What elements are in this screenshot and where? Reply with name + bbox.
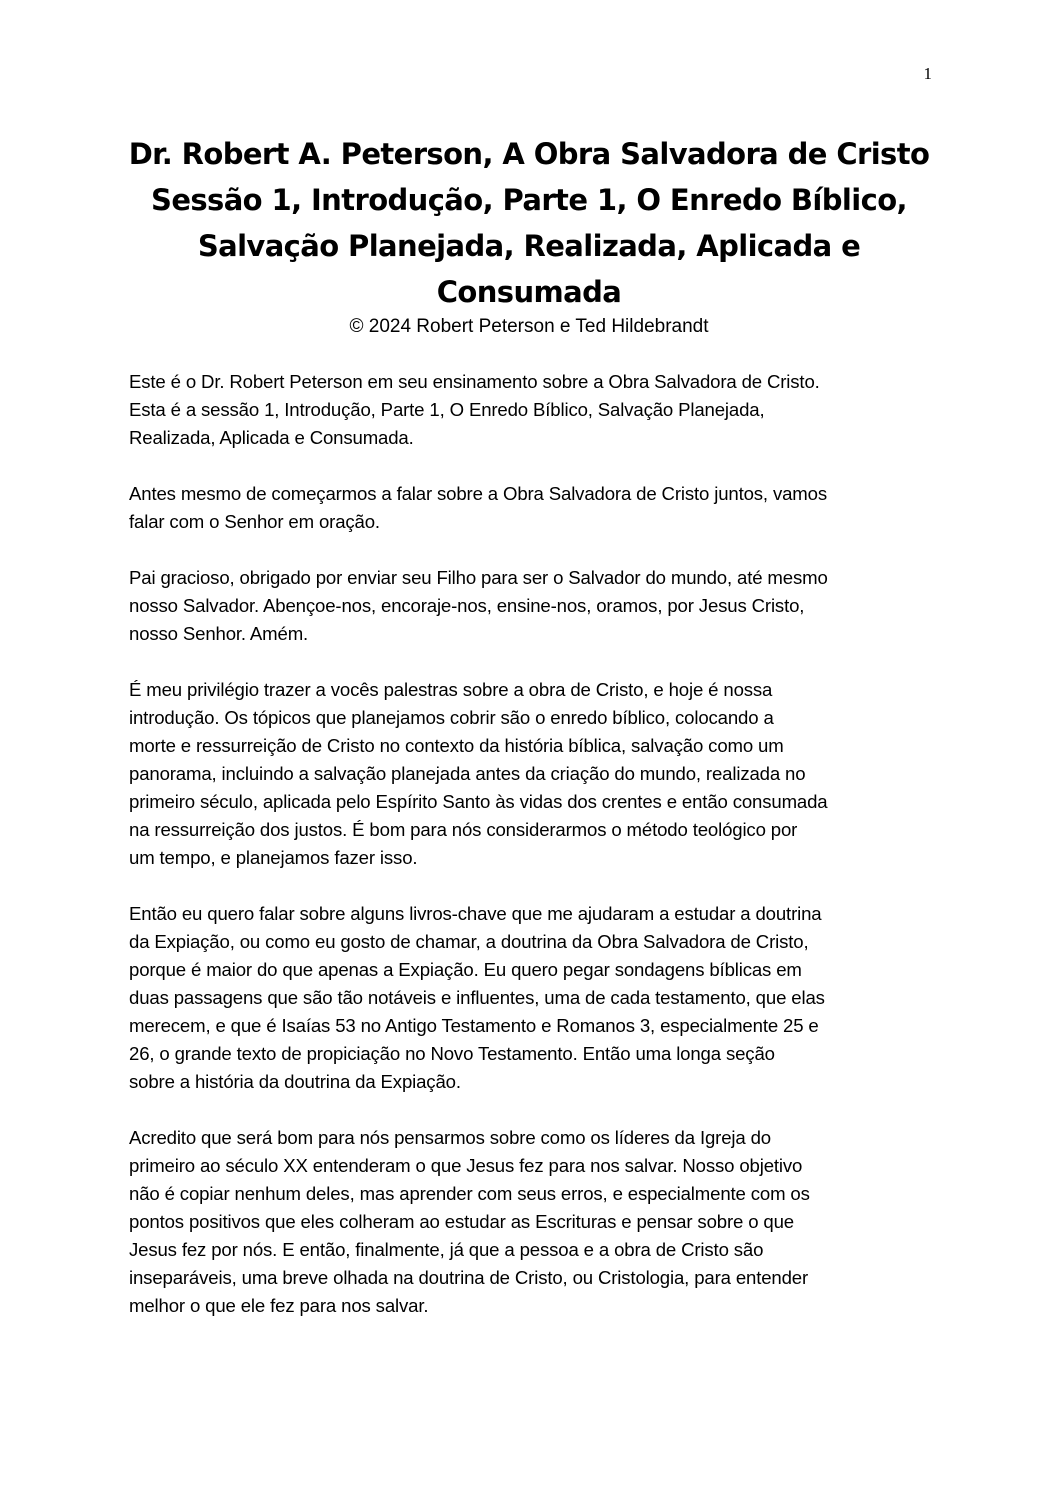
paragraph-line: Este é o Dr. Robert Peterson em seu ensinamento sobre a Obra Salvadora de Cristo. — [129, 371, 820, 392]
paragraph-line: Esta é a sessão 1, Introdução, Parte 1, O Enredo Bíblico, Salvação Planejada, — [129, 399, 765, 420]
paragraph-1 — [129, 368, 941, 452]
paragraph-line: duas passagens que são tão notáveis e influentes, uma de cada testamento, que elas — [129, 987, 825, 1008]
paragraph-line: Realizada, Aplicada e Consumada. — [129, 427, 414, 448]
paragraph-line: primeiro século, aplicada pelo Espírito Santo às vidas dos crentes e então consumada — [129, 791, 828, 812]
paragraph-line: introdução. Os tópicos que planejamos cobrir são o enredo bíblico, colocando a — [129, 707, 774, 728]
paragraph-line: nosso Salvador. Abençoe-nos, encoraje-nos, ensine-nos, oramos, por Jesus Cristo, — [129, 595, 805, 616]
paragraph-6 — [129, 1124, 941, 1320]
paragraph-line: 26, o grande texto de propiciação no Novo Testamento. Então uma longa seção — [129, 1043, 775, 1064]
paragraph-line: merecem, e que é Isaías 53 no Antigo Testamento e Romanos 3, especialmente 25 e — [129, 1015, 819, 1036]
paragraph-4 — [129, 676, 941, 872]
paragraph-line: morte e ressurreição de Cristo no contexto da história bíblica, salvação como um — [129, 735, 784, 756]
paragraph-2 — [129, 480, 941, 536]
title-line-4: Consumada — [436, 275, 622, 309]
paragraph-line: Jesus fez por nós. E então, finalmente, já que a pessoa e a obra de Cristo são — [129, 1239, 764, 1260]
title-line-2: Sessão 1, Introdução, Parte 1, O Enredo Bíblico, — [151, 183, 907, 217]
title-line-1: Dr. Robert A. Peterson, A Obra Salvadora de Cristo — [128, 137, 930, 171]
paragraph-line: nosso Senhor. Amém. — [129, 623, 309, 644]
paragraph-line: Antes mesmo de começarmos a falar sobre a Obra Salvadora de Cristo juntos, vamos — [129, 483, 827, 504]
page-number: 1 — [923, 64, 932, 83]
paragraph-line: porque é maior do que apenas a Expiação. Eu quero pegar sondagens bíblicas em — [129, 959, 802, 980]
paragraph-line: Pai gracioso, obrigado por enviar seu Filho para ser o Salvador do mundo, até mesmo — [129, 567, 828, 588]
paragraph-line: panorama, incluindo a salvação planejada antes da criação do mundo, realizada no — [129, 763, 806, 784]
paragraph-line: melhor o que ele fez para nos salvar. — [129, 1295, 429, 1316]
paragraph-5 — [129, 900, 941, 1096]
paragraph-line: inseparáveis, uma breve olhada na doutrina de Cristo, ou Cristologia, para entender — [129, 1267, 809, 1288]
paragraph-line: sobre a história da doutrina da Expiação. — [129, 1071, 461, 1092]
document-header — [110, 131, 948, 341]
paragraph-3-prayer — [129, 564, 941, 648]
paragraph-line: falar com o Senhor em oração. — [129, 511, 380, 532]
paragraph-line: na ressurreição dos justos. É bom para nós considerarmos o método teológico por — [129, 819, 798, 840]
paragraph-line: um tempo, e planejamos fazer isso. — [129, 847, 418, 868]
document-body — [129, 368, 941, 1348]
paragraph-line: pontos positivos que eles colheram ao estudar as Escrituras e pensar sobre o que — [129, 1211, 794, 1232]
paragraph-line: primeiro ao século XX entenderam o que Jesus fez para nos salvar. Nosso objetivo — [129, 1155, 803, 1176]
paragraph-line: não é copiar nenhum deles, mas aprender com seus erros, e especialmente com os — [129, 1183, 810, 1204]
paragraph-line: Então eu quero falar sobre alguns livros-chave que me ajudaram a estudar a doutrina — [129, 903, 822, 924]
paragraph-line: Acredito que será bom para nós pensarmos sobre como os líderes da Igreja do — [129, 1127, 771, 1148]
copyright-notice: © 2024 Robert Peterson e Ted Hildebrandt — [349, 316, 709, 337]
paragraph-line: É meu privilégio trazer a vocês palestras sobre a obra de Cristo, e hoje é nossa — [129, 679, 773, 700]
paragraph-line: da Expiação, ou como eu gosto de chamar, a doutrina da Obra Salvadora de Cristo, — [129, 931, 809, 952]
title-line-3: Salvação Planejada, Realizada, Aplicada e — [197, 229, 861, 263]
